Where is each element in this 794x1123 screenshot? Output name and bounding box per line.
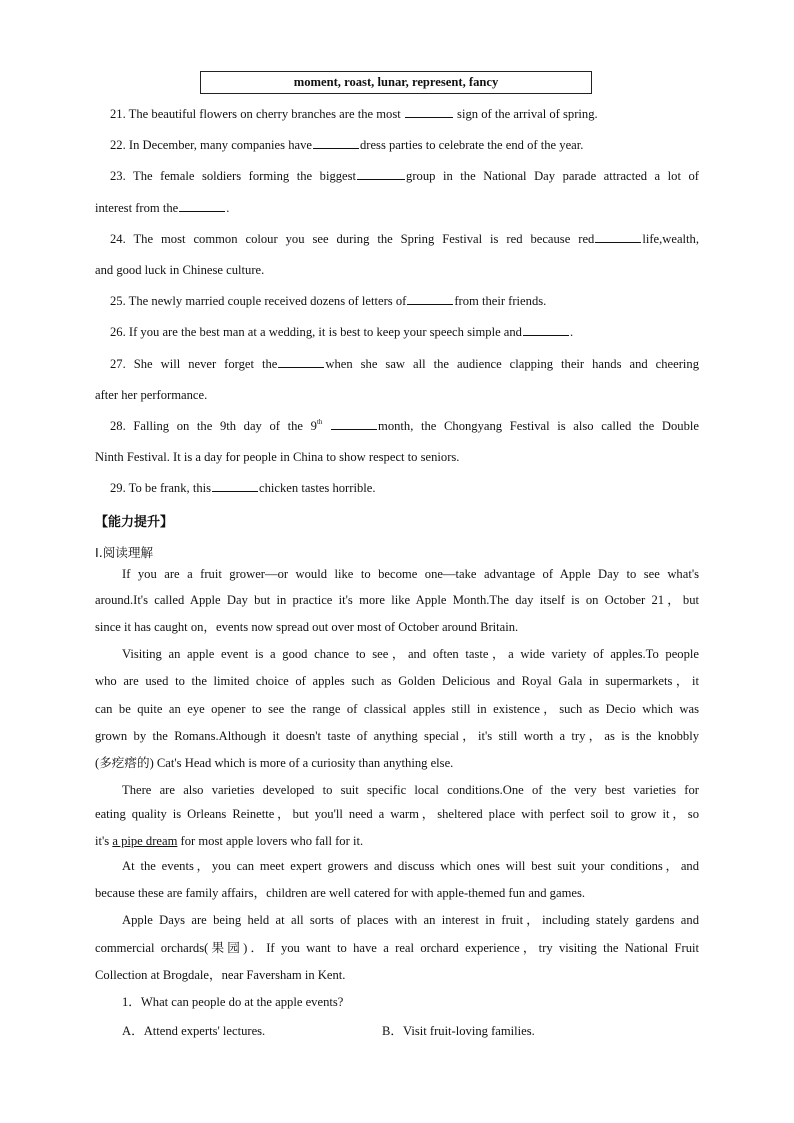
passage-line: Collection at Brogdale，near Faversham in Kent. (95, 968, 346, 982)
q21-blank[interactable] (405, 106, 453, 118)
q23-text-c: interest from the (95, 201, 179, 215)
q23-text-d: . (226, 201, 230, 215)
q22-text-a: 22. In December, many companies have (110, 138, 312, 152)
q25-text-a: 25. The newly married couple received dozens of letters of (110, 294, 407, 308)
q24-blank[interactable] (595, 231, 641, 243)
question-1-stem: 1．What can people do at the apple events? (122, 995, 344, 1009)
option-a[interactable]: A．Attend experts' lectures. (122, 1024, 266, 1038)
question-28-cont (95, 449, 699, 465)
q29-text-a: 29. To be frank, this (110, 481, 212, 495)
passage-line: since it has caught on，events now spread out over most of October around Britain. (95, 620, 519, 634)
q27-text-b: when she saw all the audience clapping their hands and cheering (325, 357, 699, 371)
q27-text-c: after her performance. (95, 388, 208, 402)
question-29 (110, 480, 714, 496)
q29-blank[interactable] (212, 480, 258, 492)
passage-line: Visiting an apple event is a good chance to see，and often taste，a wide variety of apples.To people (122, 647, 699, 661)
q28-superscript: th (316, 418, 323, 426)
q28-text-b: month, the Chongyang Festival is also called the Double (378, 419, 699, 433)
passage-text: it's (95, 834, 113, 848)
sub-heading: Ⅰ.阅读理解 (95, 545, 154, 560)
q23-blank[interactable] (357, 168, 405, 180)
q25-text-b: from their friends. (454, 294, 547, 308)
question-21 (110, 106, 714, 122)
passage-text: for most apple lovers who fall for it. (177, 834, 364, 848)
passage-line: If you are a fruit grower—or would like to become one—take advantage of Apple Day to see what's (122, 567, 699, 581)
q22-text-b: dress parties to celebrate the end of the year. (359, 138, 584, 152)
q29-text-b: chicken tastes horrible. (259, 481, 376, 495)
q26-text-a: 26. If you are the best man at a wedding, it is best to keep your speech simple and (110, 325, 522, 339)
q26-blank[interactable] (523, 324, 569, 336)
question-26 (110, 324, 714, 340)
passage-line: (多疙瘩的) Cat's Head which is more of a curiosity than anything else. (95, 756, 454, 770)
question-23-cont (95, 200, 699, 216)
q21-text-a: 21. The beautiful flowers on cherry branches are the most (110, 107, 401, 121)
q27-blank[interactable] (278, 356, 324, 368)
question-23 (110, 168, 699, 184)
q23-text-b: group in the National Day parade attracted a lot of (406, 169, 699, 183)
passage-line: because these are family affairs，children are well catered for with apple-themed fun and games. (95, 886, 586, 900)
passage-line: Apple Days are being held at all sorts of places with an interest in fruit，including stately gardens and (122, 913, 699, 927)
underlined-phrase: a pipe dream (112, 834, 178, 848)
question-25 (110, 293, 714, 309)
q24-text-b: life,wealth, (642, 232, 699, 246)
q28-text-a: 28. Falling on the 9th day of the 9 (110, 419, 317, 433)
question-22 (110, 137, 714, 153)
question-24-cont (95, 262, 699, 278)
q26-text-b: . (569, 325, 574, 339)
q22-blank[interactable] (313, 137, 359, 149)
passage-line: grown by the Romans.Although it doesn't taste of anything special，it's still worth a try，as is the knobbly (95, 729, 699, 743)
q24-text-c: and good luck in Chinese culture. (95, 263, 265, 277)
q23-blank-2[interactable] (179, 200, 225, 212)
question-24 (110, 231, 699, 247)
passage-line: who are used to the limited choice of apples such as Golden Delicious and Royal Gala in supermarkets，it (95, 674, 699, 688)
passage-line: commercial orchards(果园)．If you want to have a real orchard experience，try visiting the National Fruit (95, 941, 699, 955)
q25-blank[interactable] (407, 293, 453, 305)
word-bank-box: moment, roast, lunar, represent, fancy (200, 71, 592, 94)
passage-line: around.It's called Apple Day but in practice it's more like Apple Month.The day itself is on October 21，but (95, 593, 699, 607)
question-28 (110, 418, 699, 434)
passage-line: At the events，you can meet expert growers and discuss which ones will best suit your conditions，and (122, 859, 699, 873)
q24-text-a: 24. The most common colour you see during the Spring Festival is red because red (110, 232, 595, 246)
question-27-cont (95, 387, 699, 403)
passage-line: There are also varieties developed to suit specific local conditions.One of the very best varieties for (122, 783, 699, 797)
question-27 (110, 356, 699, 372)
q23-text-a: 23. The female soldiers forming the biggest (110, 169, 357, 183)
q27-text-a: 27. She will never forget the (110, 357, 278, 371)
q28-blank[interactable] (331, 418, 377, 430)
section-heading: 【能力提升】 (95, 515, 174, 530)
q28-text-c: Ninth Festival. It is a day for people in China to show respect to seniors. (95, 450, 460, 464)
q28-text-a-wrap (110, 419, 322, 433)
q21-text-b: sign of the arrival of spring. (457, 107, 598, 121)
passage-line (95, 833, 699, 849)
passage-line: can be quite an eye opener to see the range of classical apples still in existence，such as Decio which was (95, 702, 699, 716)
option-b[interactable]: B．Visit fruit-loving families. (382, 1024, 535, 1038)
passage-line: eating quality is Orleans Reinette，but you'll need a warm，sheltered place with perfect soil to grow it，so (95, 807, 699, 821)
